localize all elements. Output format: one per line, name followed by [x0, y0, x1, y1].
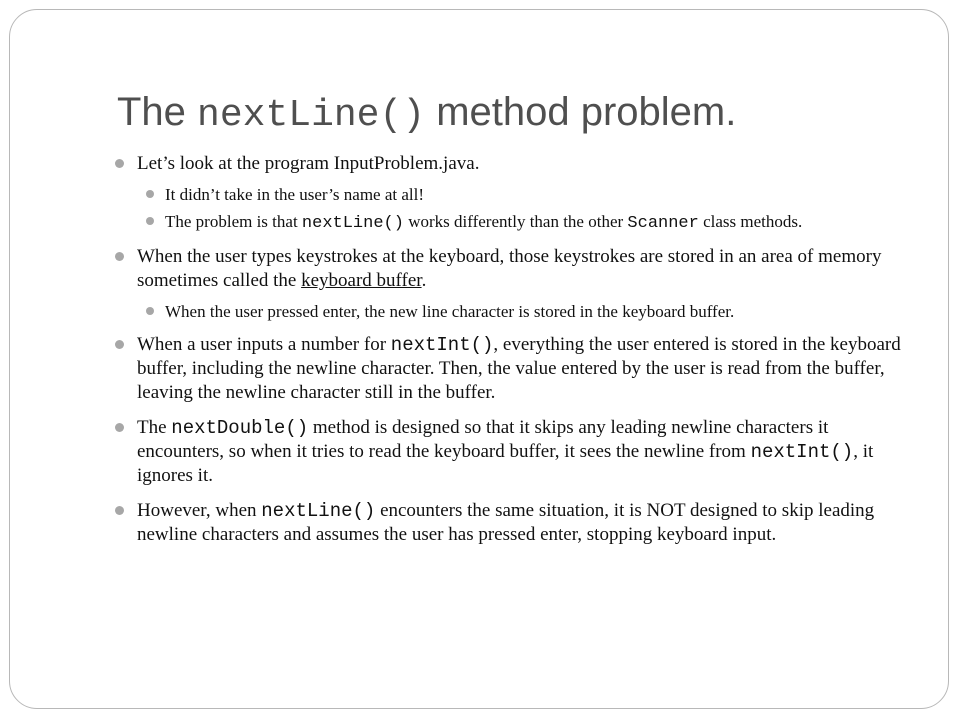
text-segment: However, when: [137, 500, 262, 521]
text-segment: encounters the same situation, it is NOT designed to skip leading newline characters and assumes the user has pressed enter, stopping keyboard input.: [137, 500, 875, 545]
text-segment: method is designed so that it skips any leading newline characters it encounters, so when it tries to read the keyboard buffer, it sees the newline from: [137, 417, 829, 462]
code-nextline: nextLine(): [261, 500, 376, 522]
bullet-2-sub-1-text: When the user pressed enter, the new line character is stored in the keyboard buffer.: [165, 302, 735, 321]
bullet-1-sublist: [137, 184, 915, 234]
slide-title: [117, 90, 736, 137]
code-nextline: nextLine(): [301, 214, 404, 233]
bullet-5: [115, 499, 915, 547]
text-segment: class methods.: [698, 212, 803, 231]
keyboard-buffer-term: keyboard buffer: [301, 270, 422, 291]
title-prefix: The: [117, 90, 198, 134]
slide-body: [115, 152, 915, 558]
bullet-2: [115, 245, 915, 322]
bullet-list: [115, 152, 915, 547]
text-segment: The: [137, 417, 172, 438]
bullet-4: [115, 416, 915, 488]
code-scanner: Scanner: [627, 214, 699, 233]
bullet-3: [115, 333, 915, 405]
bullet-1-sub-2: [137, 211, 915, 234]
title-suffix: method problem.: [425, 90, 737, 134]
code-nextdouble: nextDouble(): [171, 417, 309, 439]
bullet-2-sublist: [137, 301, 915, 322]
bullet-1: [115, 152, 915, 234]
text-segment: , it ignores it.: [137, 441, 874, 486]
title-code: nextLine(): [197, 94, 426, 137]
text-segment: When a user inputs a number for: [137, 334, 391, 355]
bullet-1-sub-1: [137, 184, 915, 205]
text-segment: The problem is that: [165, 212, 302, 231]
text-segment: When the user types keystrokes at the keyboard, those keystrokes are stored in an area of memory sometimes called the: [137, 246, 882, 291]
bullet-1-sub-1-text: It didn’t take in the user’s name at all!: [165, 185, 425, 204]
bullet-2-sub-1: [137, 301, 915, 322]
code-nextint: nextInt(): [750, 441, 854, 463]
code-nextint: nextInt(): [390, 334, 494, 356]
text-segment: .: [421, 270, 427, 291]
text-segment: works differently than the other: [403, 212, 628, 231]
bullet-1-text: Let’s look at the program InputProblem.java.: [137, 153, 480, 174]
text-segment: , everything the user entered is stored in the keyboard buffer, including the newline character. Then, the value entered by the user is read from the buffer, leaving the newline character still in the buffer.: [137, 334, 901, 403]
